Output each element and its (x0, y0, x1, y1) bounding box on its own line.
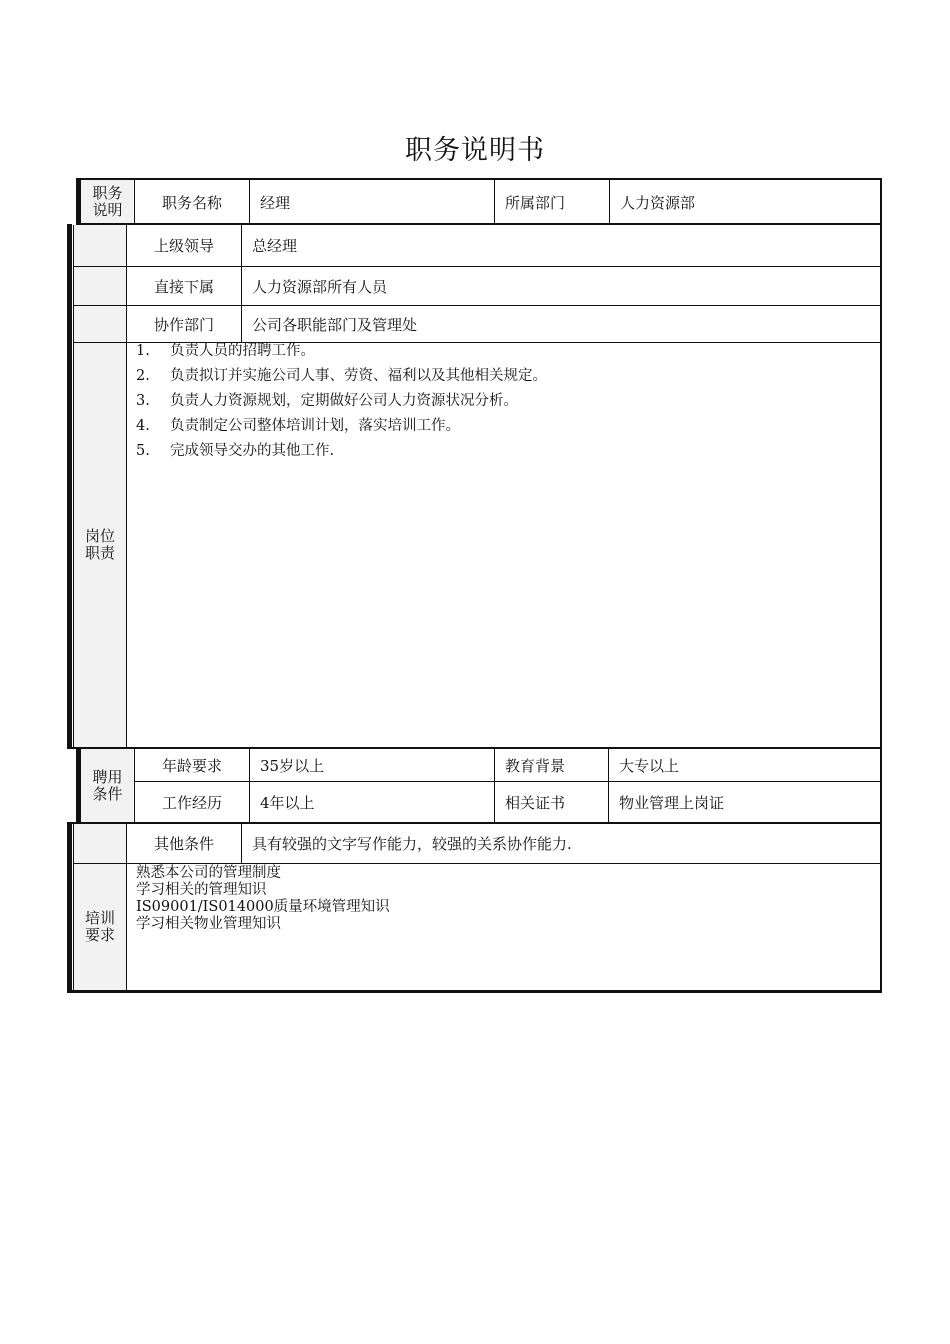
experience-label: 工作经历 (161, 793, 222, 812)
job-section-label: 职务 说明 (92, 184, 123, 219)
dept-label: 所属部门 (505, 193, 566, 212)
education-label: 教育背景 (505, 756, 566, 775)
hiring-label: 聘用 条件 (92, 767, 123, 803)
training-line: 熟悉本公司的管理制度 (136, 865, 281, 881)
certificate-value: 物业管理上岗证 (619, 793, 725, 812)
other-conditions-label: 其他条件 (153, 835, 214, 853)
certificate-label: 相关证书 (505, 793, 566, 812)
duty-item: 3. 负责人力资源规划，定期做好公司人力资源状况分析。 (136, 393, 518, 409)
training-line: 学习相关物业管理知识 (136, 916, 281, 932)
dept-value: 人力资源部 (620, 193, 696, 212)
training-line: 学习相关的管理知识 (136, 882, 267, 898)
superior-label: 上级领导 (153, 237, 214, 255)
training-list (136, 865, 390, 933)
duties-label: 岗位 职责 (84, 527, 115, 562)
education-value: 大专以上 (619, 756, 680, 775)
superior-value: 总经理 (252, 237, 298, 255)
age-value: 35岁以上 (260, 756, 325, 775)
subordinate-value: 人力资源部所有人员 (252, 277, 388, 296)
duty-item: 2. 负责拟订并实施公司人事、劳资、福利以及其他相关规定。 (136, 368, 547, 384)
cooperation-value: 公司各职能部门及管理处 (252, 315, 418, 334)
training-label: 培训 要求 (84, 909, 115, 944)
duty-item: 4. 负责制定公司整体培训计划，落实培训工作。 (136, 418, 460, 434)
duty-item: 1. 负责人员的招聘工作。 (136, 343, 315, 359)
experience-value: 4年以上 (260, 793, 315, 812)
job-name-value: 经理 (260, 193, 291, 212)
age-label: 年龄要求 (161, 756, 222, 775)
other-conditions-value: 具有较强的文字写作能力，较强的关系协作能力. (252, 835, 572, 853)
job-name-label: 职务名称 (161, 193, 222, 212)
training-line: IS09001/IS014000质量环境管理知识 (136, 899, 390, 915)
duty-item: 5. 完成领导交办的其他工作. (136, 443, 335, 459)
page-title: 职务说明书 (405, 135, 545, 166)
subordinate-label: 直接下属 (153, 277, 214, 296)
cooperation-label: 协作部门 (153, 315, 214, 334)
